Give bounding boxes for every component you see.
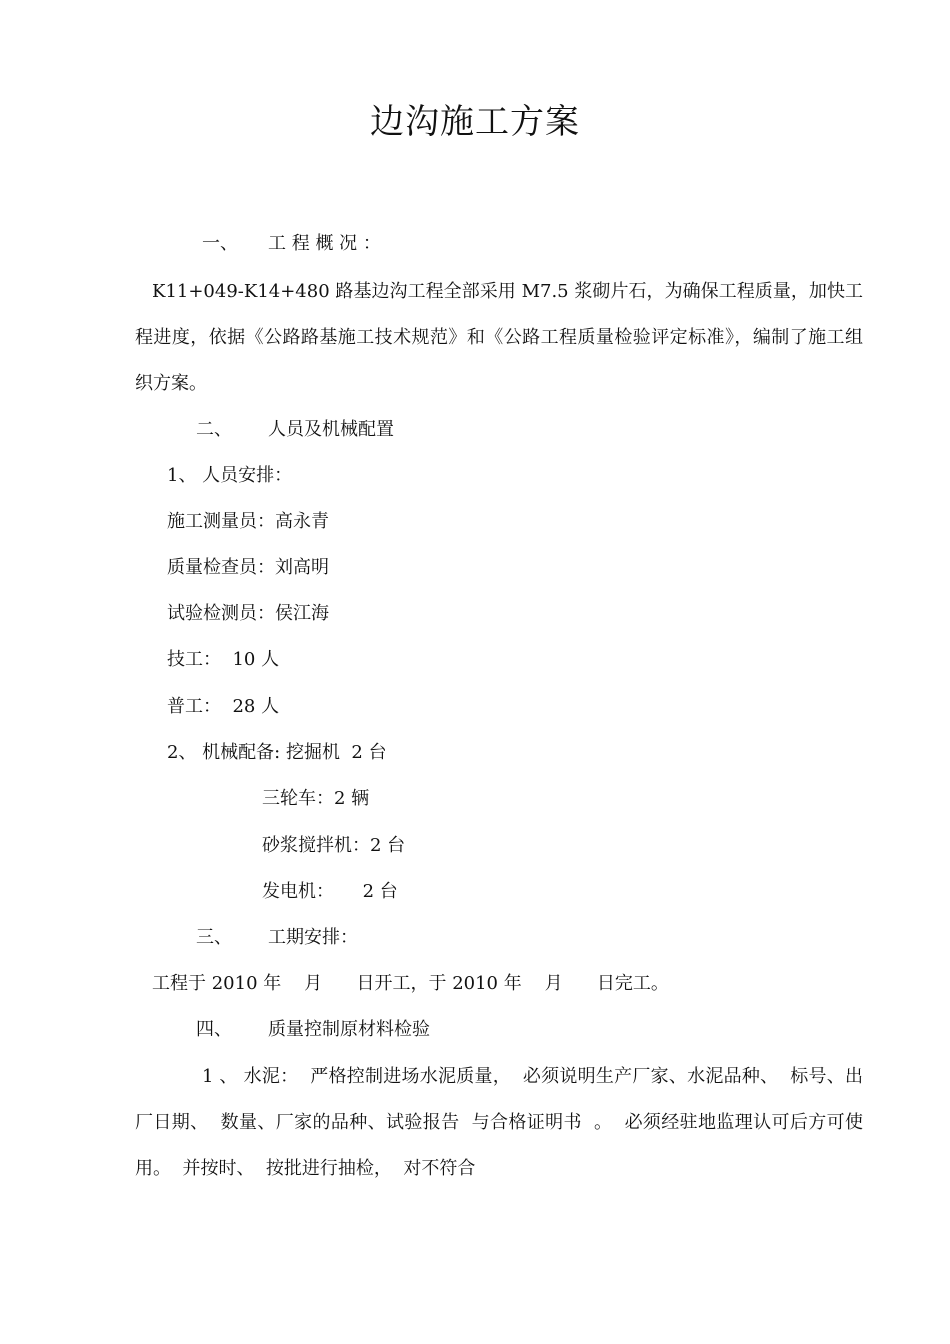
section-1-number: 一、 xyxy=(202,233,238,254)
section-4-heading: 质量控制原材料检验 xyxy=(268,1019,430,1040)
section-3-heading: 工期安排： xyxy=(268,927,358,948)
document-title: 边沟施工方案 xyxy=(370,102,580,142)
cement-paragraph: 1 、 水泥： 严格控制进场水泥质量， 必须说明生产厂家、水泥品种、 标号、出厂日期、 数量、厂家的品种、试验报告 与合格证明书 。 必须经驻地监理认可后方可使用。 并按时、 按批进行抽检， 对不符合 xyxy=(135,1066,863,1179)
machine-item: 三轮车：2 辆 xyxy=(262,788,370,809)
section-3-number: 三、 xyxy=(196,927,232,948)
machine-item: 发电机： 2 台 xyxy=(262,881,398,902)
section-1-heading: 工 程 概 况 ： xyxy=(268,233,381,254)
machine-item: 砂浆搅拌机：2 台 xyxy=(262,835,406,856)
staff-item: 施工测量员：高永青 xyxy=(167,511,329,532)
section-4-number: 四、 xyxy=(196,1019,232,1040)
subsection-machines: 2、 机械配备: 挖掘机 2 台 xyxy=(167,742,387,763)
staff-item: 技工： 10 人 xyxy=(167,649,280,670)
section-2-heading: 人员及机械配置 xyxy=(268,419,394,440)
staff-item: 质量检查员：刘高明 xyxy=(167,557,329,578)
subsection-staff: 1、 人员安排： xyxy=(167,465,293,486)
section-2-number: 二、 xyxy=(196,419,232,440)
staff-item: 试验检测员：侯江海 xyxy=(167,603,329,624)
staff-item: 普工： 28 人 xyxy=(167,696,280,717)
schedule-line: 工程于 2010 年 月 日开工，于 2010 年 月 日完工。 xyxy=(152,973,669,994)
overview-paragraph: K11+049-K14+480 路基边沟工程全部采用 M7.5 浆砌片石，为确保工程质量，加快工程进度，依据《公路路基施工技术规范》和《公路工程质量检验评定标准》，编制了施工组织方案。 xyxy=(135,281,863,394)
